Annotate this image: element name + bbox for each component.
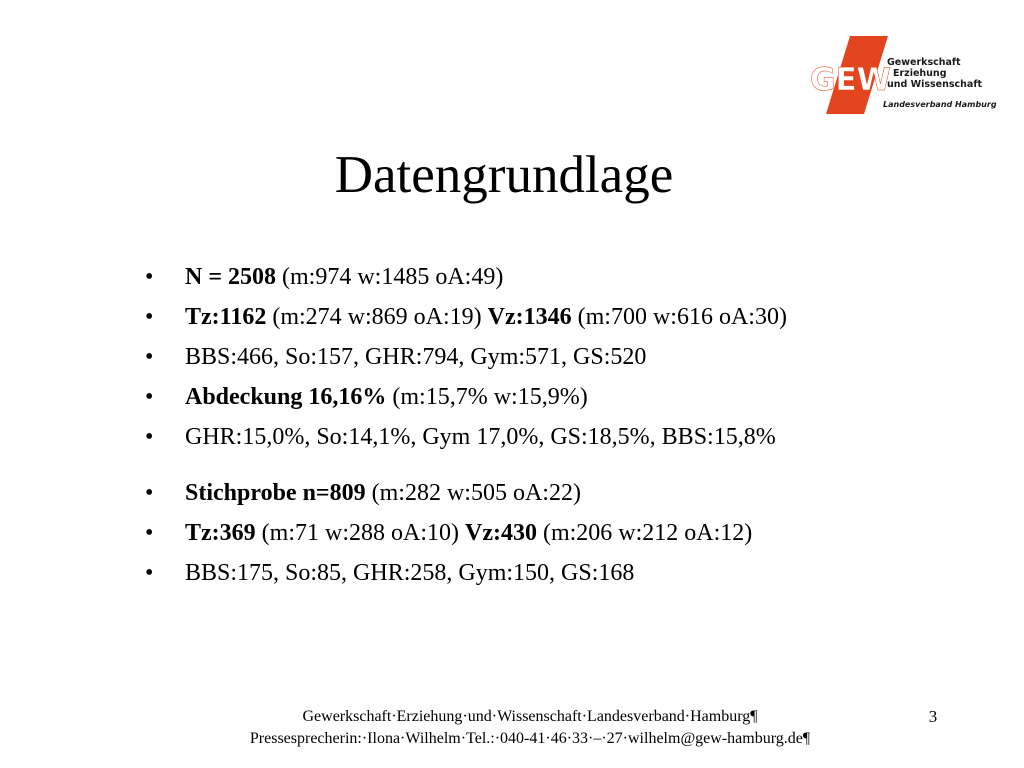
bullet-item: [145, 382, 865, 412]
bullet-item: [145, 558, 865, 588]
logo-name: [887, 57, 982, 90]
bullet-item: [145, 518, 865, 548]
bullet-bold: Abdeckung 16,16%: [185, 384, 387, 410]
bullet-text-2: (m:206 w:212 oA:12): [536, 520, 753, 546]
footer-line-2: Pressesprecherin:·Ilona·Wilhelm·Tel.:·040-41·46·33·–·27·wilhelm@gew-hamburg.de¶: [249, 730, 811, 747]
bullet-item: [145, 342, 865, 372]
logo-name-line-3: und Wissenschaft: [887, 79, 983, 90]
bullet-text: (m:282 w:505 oA:22): [365, 480, 581, 506]
logo-name-line-1: Gewerkschaft: [887, 57, 961, 68]
logo-acronym: GEW: [810, 62, 891, 98]
bullet-item: [145, 478, 865, 508]
page-number: 3: [928, 707, 938, 726]
bullet-text: BBS:175, So:85, GHR:258, Gym:150, GS:168: [185, 560, 635, 586]
bullet-bold: N = 2508: [185, 264, 277, 290]
bullet-item: [145, 302, 865, 332]
bullet-text-2: (m:700 w:616 oA:30): [571, 304, 787, 330]
bullet-item: [145, 422, 865, 452]
logo-name-line-2: Erziehung: [893, 68, 947, 79]
bullet-list: [145, 262, 865, 598]
bullet-bold-2: Vz:430: [464, 520, 537, 546]
bullet-bold: Tz:1162: [185, 304, 267, 330]
bullet-item: [145, 262, 865, 292]
bullet-bold: Tz:369: [185, 520, 256, 546]
bullet-text: (m:974 w:1485 oA:49): [276, 264, 504, 290]
bullet-bold-2: Vz:1346: [487, 304, 572, 330]
slide-title: Datengrundlage: [334, 146, 674, 204]
logo-subtitle: Landesverband Hamburg: [883, 100, 997, 109]
bullet-text: (m:274 w:869 oA:19): [266, 304, 488, 330]
bullet-text: (m:15,7% w:15,9%): [386, 384, 588, 410]
footer-line-1: Gewerkschaft·Erziehung·und·Wissenschaft·Landesverband·Hamburg¶: [302, 708, 758, 725]
bullet-text: BBS:466, So:157, GHR:794, Gym:571, GS:520: [185, 344, 647, 370]
bullet-text: GHR:15,0%, So:14,1%, Gym 17,0%, GS:18,5%, BBS:15,8%: [185, 424, 776, 450]
bullet-bold: Stichprobe n=809: [185, 480, 366, 506]
bullet-text: (m:71 w:288 oA:10): [255, 520, 465, 546]
footer: [150, 706, 910, 750]
